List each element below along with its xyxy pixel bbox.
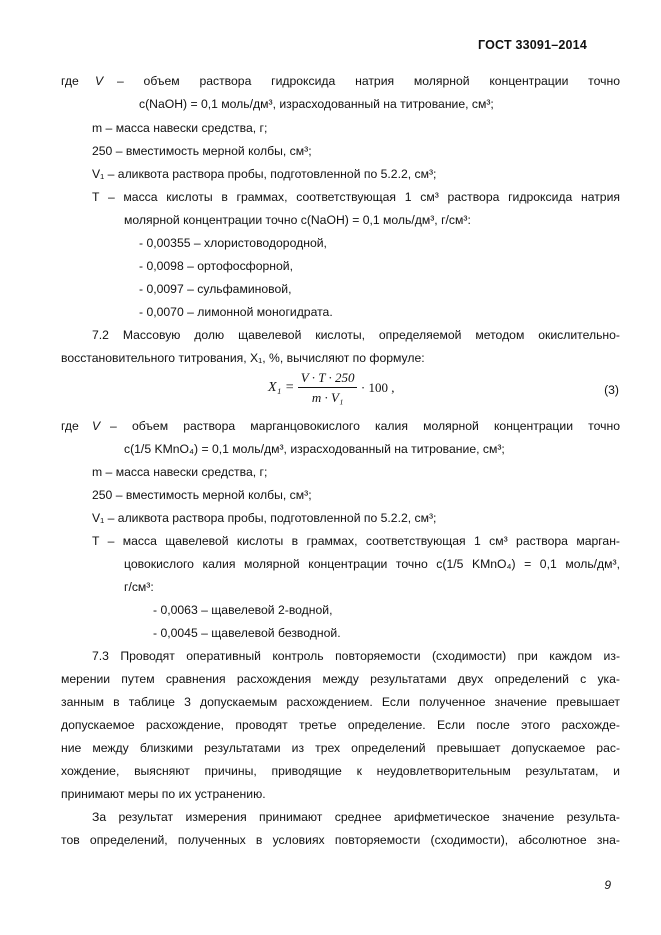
list-item: - 0,0045 – щавелевой безводной. <box>153 626 341 640</box>
var-v-label: V <box>92 419 101 433</box>
document-header: ГОСТ 33091–2014 <box>478 38 587 52</box>
list-item: - 0,0063 – щавелевой 2-водной, <box>153 603 333 617</box>
formula-numerator: V · T · 250 <box>298 370 358 388</box>
v-definition-line2: c(NaOH) = 0,1 моль/дм³, израсходованный на титрование, см³; <box>139 97 494 111</box>
paragraph-7-3-line: принимают меры по их устранению. <box>61 787 266 801</box>
paragraph-result-line: тов определений, полученных в условиях повторяемости (сходимости), абсолютное зна- <box>61 833 620 847</box>
list-item: - 0,0097 – сульфаминовой, <box>139 282 292 296</box>
paragraph-7-2-line2: восстановительного титрования, X₁, %, вычисляют по формуле: <box>61 351 425 365</box>
paragraph-result-line: За результат измерения принимают среднее арифметическое значение результа- <box>92 810 620 824</box>
var-v-label: V <box>95 74 104 88</box>
formula-lhs: X₁ = <box>268 380 295 395</box>
where-label: где <box>61 419 79 433</box>
formula <box>268 370 448 414</box>
t-definition-line3: г/см³: <box>124 580 154 594</box>
v-definition-line2: c(1/5 KMnO₄) = 0,1 моль/дм³, израсходованный на титрование, см³; <box>124 442 505 456</box>
formula-denominator: m · V₁ <box>311 390 344 405</box>
v-definition-line1: – объем раствора марганцовокислого калия молярной концентрации точно <box>110 419 620 433</box>
t-definition-line1: T – масса щавелевой кислоты в граммах, соответствующая 1 см³ раствора марган- <box>92 534 620 548</box>
volume-250-definition: 250 – вместимость мерной колбы, см³; <box>92 488 312 502</box>
m-definition: m – масса навески средства, г; <box>92 121 268 135</box>
t-definition-line2: молярной концентрации точно c(NaOH) = 0,1 моль/дм³, г/см³: <box>124 213 471 227</box>
paragraph-7-2-line1: 7.2 Массовую долю щавелевой кислоты, определяемой методом окислительно- <box>92 328 620 342</box>
volume-250-definition: 250 – вместимость мерной колбы, см³; <box>92 144 312 158</box>
formula-tail: · 100 , <box>360 380 395 395</box>
formula-fraction <box>298 370 358 406</box>
paragraph-7-3-line: ние между близкими результатами из трех определений превышает допускаемое рас- <box>61 741 620 755</box>
t-definition-line2: цовокислого калия молярной концентрации точно c(1/5 KMnO₄) = 0,1 моль/дм³, <box>124 557 620 571</box>
paragraph-7-3-line: 7.3 Проводят оперативный контроль повторяемости (сходимости) при каждом из- <box>92 649 620 663</box>
paragraph-7-3-line: занным в таблице 3 допускаемым расхождением. Если полученное значение превышает <box>61 695 620 709</box>
t-definition-line1: T – масса кислоты в граммах, соответствующая 1 см³ раствора гидроксида натрия <box>92 190 620 204</box>
equation-number: (3) <box>604 383 619 397</box>
m-definition: m – масса навески средства, г; <box>92 465 268 479</box>
paragraph-7-3-line: допускаемое расхождение, проводят третье определение. Если после этого расхожде- <box>61 718 620 732</box>
page-number: 9 <box>604 878 611 892</box>
list-item: - 0,0098 – ортофосфорной, <box>139 259 293 273</box>
list-item: - 0,0070 – лимонной моногидрата. <box>139 305 333 319</box>
paragraph-7-3-line: хождение, выясняют причины, приводящие к неудовлетворительным результатам, и <box>61 764 620 778</box>
v1-definition: V₁ – аликвота раствора пробы, подготовленной по 5.2.2, см³; <box>92 511 437 525</box>
list-item: - 0,00355 – хлористоводородной, <box>139 236 327 250</box>
v1-definition: V₁ – аликвота раствора пробы, подготовленной по 5.2.2, см³; <box>92 167 437 181</box>
v-definition-line1: – объем раствора гидроксида натрия молярной концентрации точно <box>117 74 620 88</box>
paragraph-7-3-line: мерении путем сравнения расхождения между результатами двух определений с ука- <box>61 672 620 686</box>
where-label: где <box>61 74 79 88</box>
